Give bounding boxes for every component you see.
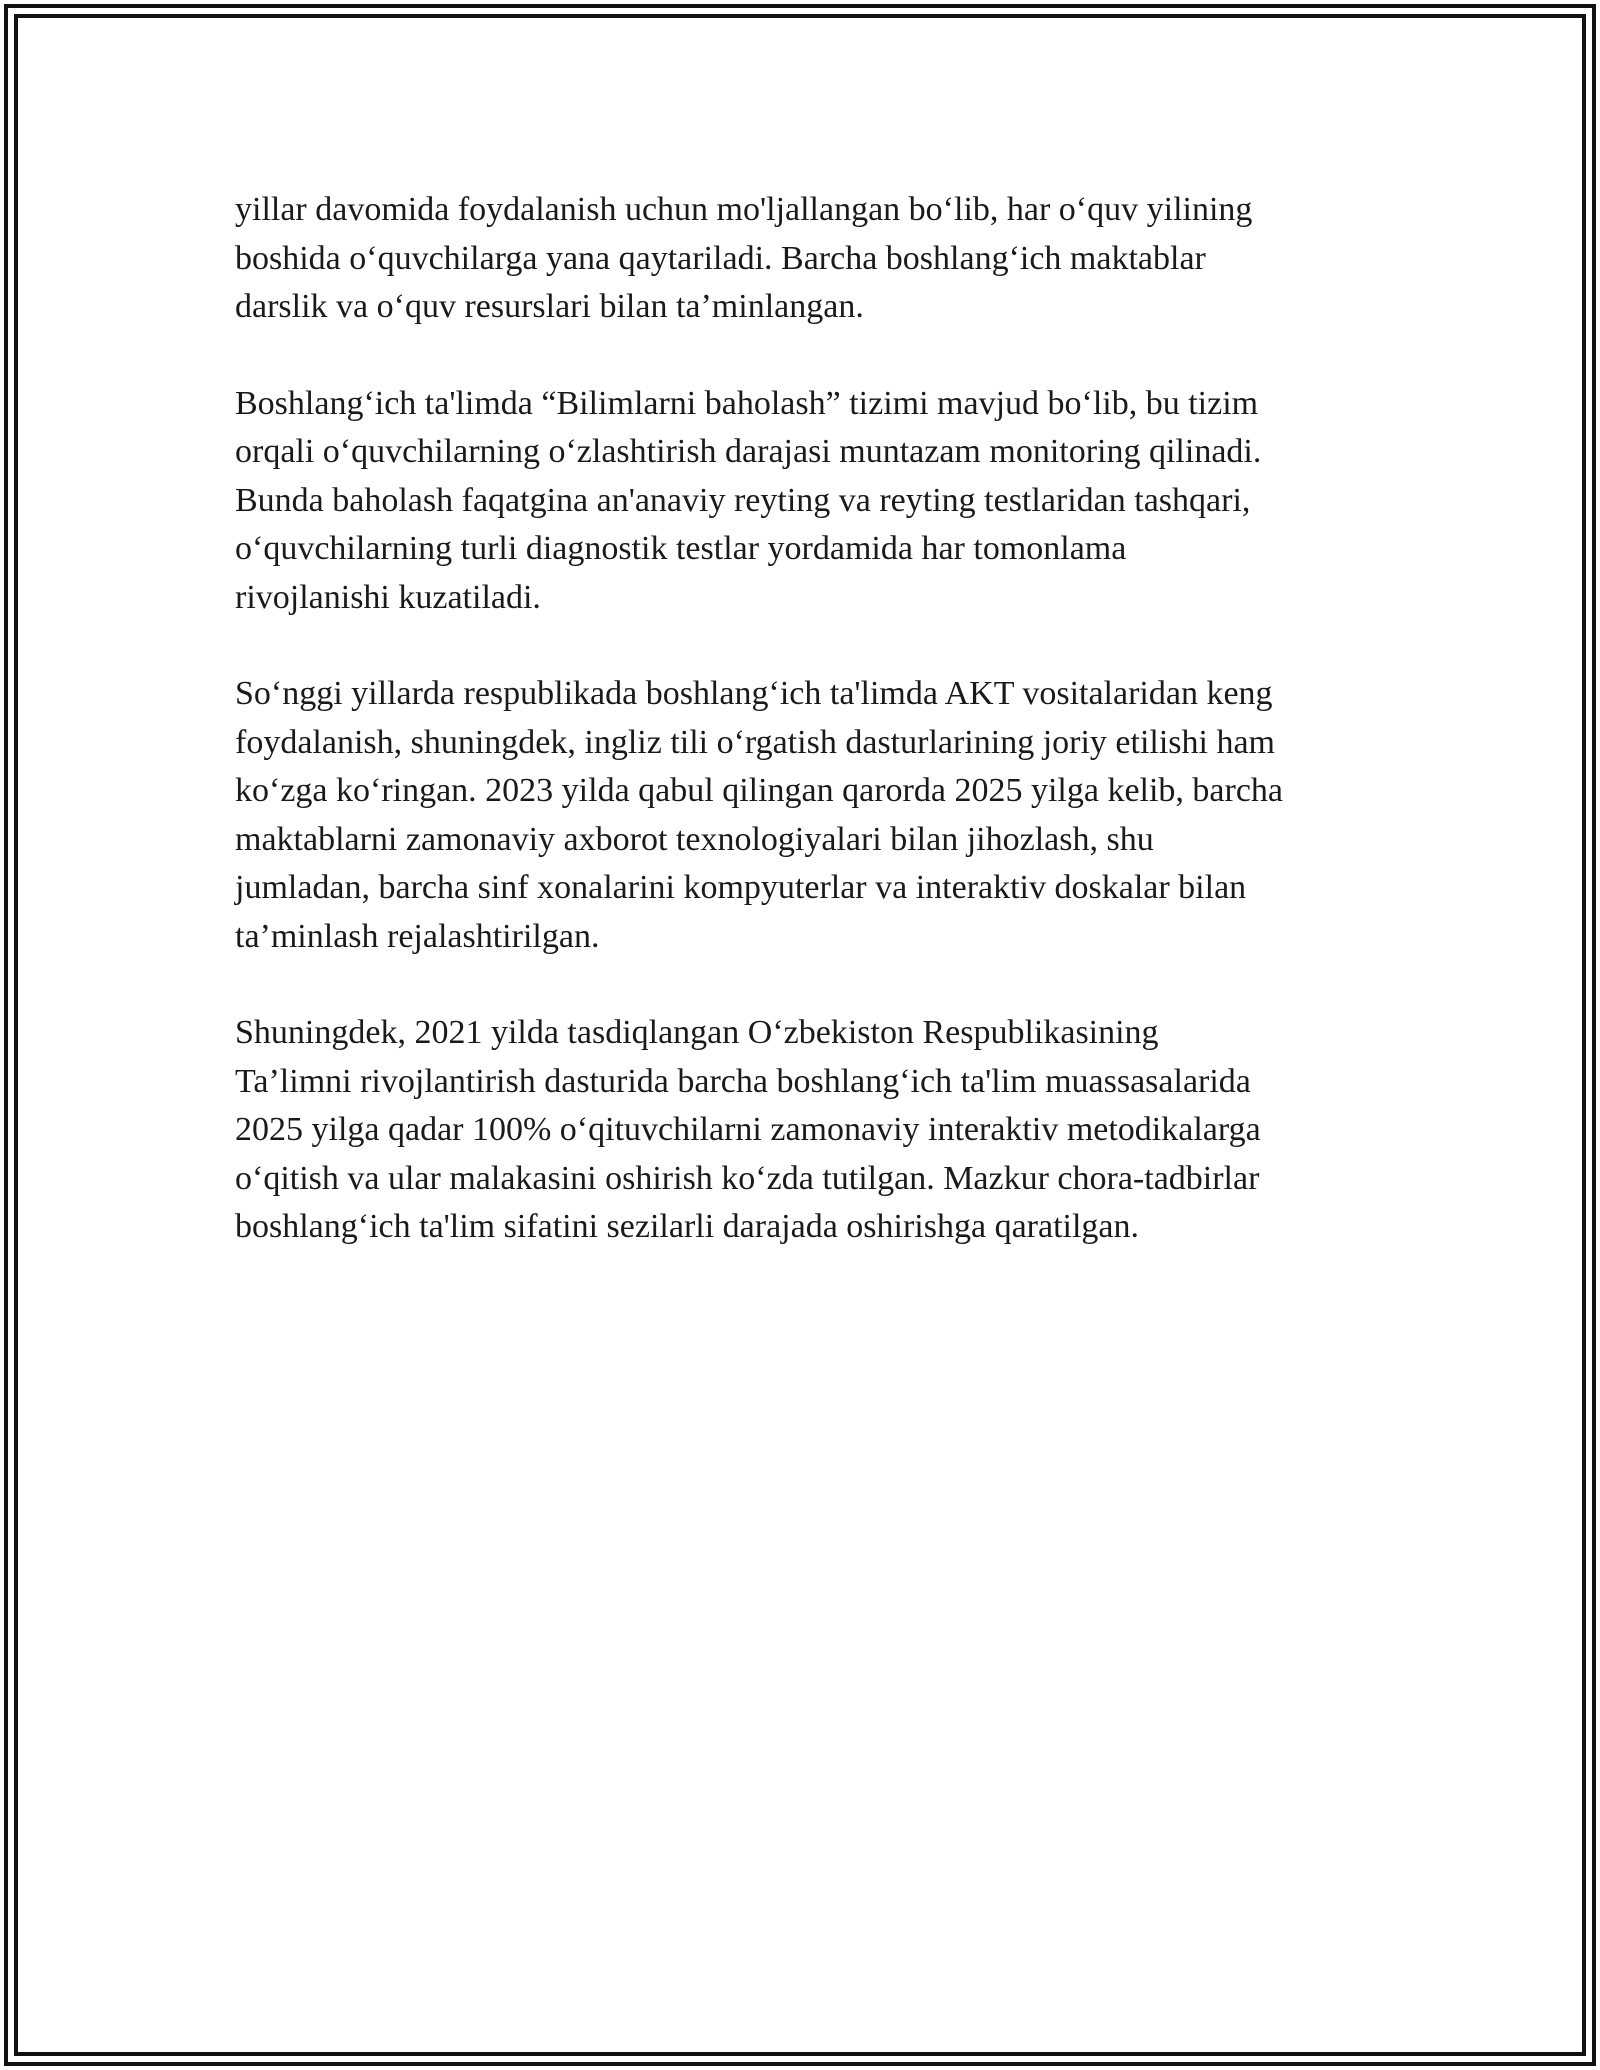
paragraph-ict: So‘nggi yillarda respublikada boshlang‘ich ta'limda AKT vositalaridan keng foydalanish, shuningdek, ingliz tili o‘rgatish dasturlarining joriy etilishi ham ko‘zga ko‘ringan. 2023 yilda qabul qilingan qarorda 2025 yilga kelib, barcha maktablarni zamonaviy axborot texnologiyalari bilan jihozlash, shu jumladan, barcha sinf xonalarini kompyuterlar va interaktiv doskalar bilan ta’minlash rejalashtirilgan. <box>235 675 1284 955</box>
document-body <box>235 186 1385 1300</box>
paragraph-assessment: Boshlang‘ich ta'limda “Bilimlarni baholash” tizimi mavjud bo‘lib, bu tizim orqali o‘quvchilarning o‘zlashtirish darajasi muntazam monitoring qilinadi. Bunda baholash faqatgina an'anaviy reyting va reyting testlaridan tashqari, o‘quvchilarning turli diagnostik testlar yordamida har tomonlama rivojlanishi kuzatiladi. <box>235 384 1262 616</box>
paragraph-development-program: Shuningdek, 2021 yilda tasdiqlangan O‘zbekiston Respublikasining Ta’limni rivojlantirish dasturida barcha boshlang‘ich ta'lim muassasalarida 2025 yilga qadar 100% o‘qituvchilarni zamonaviy interaktiv metodikalarga o‘qitish va ular malakasini oshirish ko‘zda tutilgan. Mazkur chora-tadbirlar boshlang‘ich ta'lim sifatini sezilarli darajada oshirishga qaratilgan. <box>235 1014 1261 1245</box>
paragraph-textbooks: yillar davomida foydalanish uchun mo'ljallangan bo‘lib, har o‘quv yilining boshida o‘quvchilarga yana qaytariladi. Barcha boshlang‘ich maktablar darslik va o‘quv resurslari bilan ta’minlangan. <box>235 191 1253 325</box>
